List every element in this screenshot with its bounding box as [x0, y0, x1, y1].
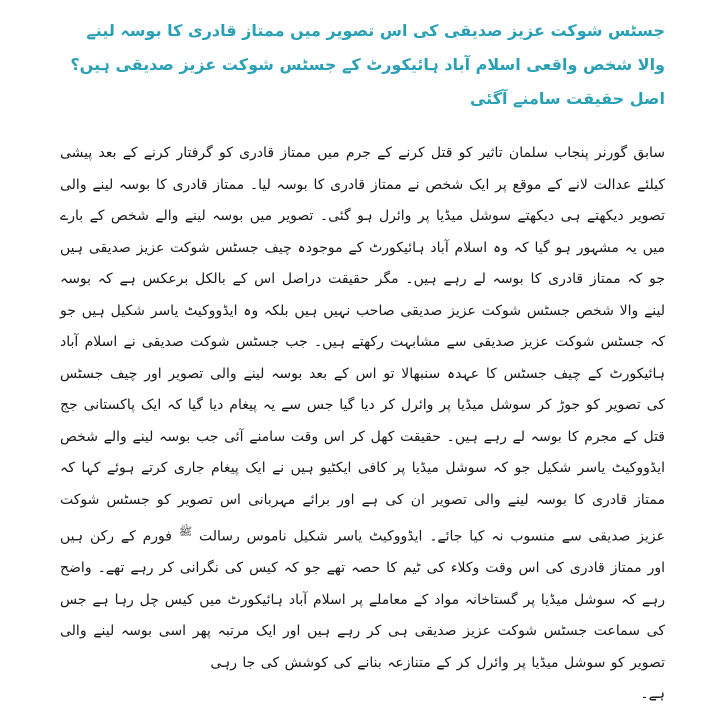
article-headline: جسٹس شوکت عزیز صدیقی کی اس تصویر میں ممتاز قادری کا بوسہ لینے والا شخص واقعی اسلام آباد ہائیکورٹ کے جسٹس شوکت عزیز صدیقی ہیں؟ اصل حقیقت سامنے آگئی — [70, 21, 665, 108]
article-paragraph — [60, 138, 665, 679]
paragraph-text-part-b: فورم کے رکن ہیں اور ممتاز قادری کی اس وقت وکلاء کی ٹیم کا حصہ تھے جو کہ کیس کی نگرانی کر رہے تھے۔ واضح رہے کہ سوشل میڈیا پر گستاخانہ مواد کے معاملے پر اسلام آباد ہائیکورٹ میں کیس چل رہا ہے جس کی سماعت جسٹس شوکت عزیز صدیقی ہی کر رہے ہیں اور ایک مرتبہ پھر اسی بوسہ لینے والی تصویر کو سوشل میڈیا پر وائرل کر کے متنازعہ بنانے کی کوشش کی جا رہی — [60, 528, 665, 671]
article-body — [60, 138, 665, 711]
honorific-symbol: ﷺ — [178, 525, 193, 538]
paragraph-text-part-a: سابق گورنر پنجاب سلمان تاثیر کو قتل کرنے کے جرم میں ممتاز قادری کو گرفتار کرنے کے بعد پیشی کیلئے عدالت لانے کے موقع پر ایک شخص نے ممتاز قادری کا بوسہ لیا۔ ممتاز قادری کا بوسہ لینے والی تصویر دیکھتے ہی دیکھتے سوشل میڈیا پر وائرل ہو گئی۔ تصویر میں بوسہ لینے والے شخص کے بارے میں یہ مشہور ہو گیا کہ وہ اسلام آباد ہائیکورٹ کے موجودہ چیف جسٹس شوکت عزیز صدیقی ہیں جو کہ ممتاز قادری کا بوسہ لے رہے ہیں۔ مگر حقیقت دراصل اس کے بالکل برعکس ہے کہ بوسہ لینے والا شخص جسٹس شوکت عزیز صدیقی صاحب نہیں ہیں بلکہ وہ ایڈووکیٹ یاسر شکیل ہیں جو کہ جسٹس شوکت عزیز صدیقی سے مشابہت رکھتے ہیں۔ جب جسٹس شوکت صدیقی نے اسلام آباد ہائیکورٹ کے چیف جسٹس کا عہدہ سنبھالا تو اس کے بعد بوسہ لینے والی تصویر اور چیف جسٹس کی تصویر کو جوڑ کر سوشل میڈیا پر وائرل کر دیا گیا جس سے یہ پیغام دیا گیا کہ ایک پاکستانی جج قتل کے مجرم کا بوسہ لے رہے ہیں۔ حقیقت کھل کر اس وقت سامنے آئی جب بوسہ لینے والے شخص ایڈووکیٹ یاسر شکیل جو کہ سوشل میڈیا پر کافی ایکٹیو ہیں نے ایک پیغام جاری کرتے ہوئے کہا کہ ممتاز قادری کا بوسہ لینے والی تصویر ان کی ہے اور برائے مہربانی اس تصویر کو جسٹس شوکت عزیز صدیقی سے منسوب نہ کیا جائے۔ ایڈووکیٹ یاسر شکیل ناموس رسالت — [60, 145, 665, 545]
paragraph-tail: ہے۔ — [640, 686, 665, 703]
